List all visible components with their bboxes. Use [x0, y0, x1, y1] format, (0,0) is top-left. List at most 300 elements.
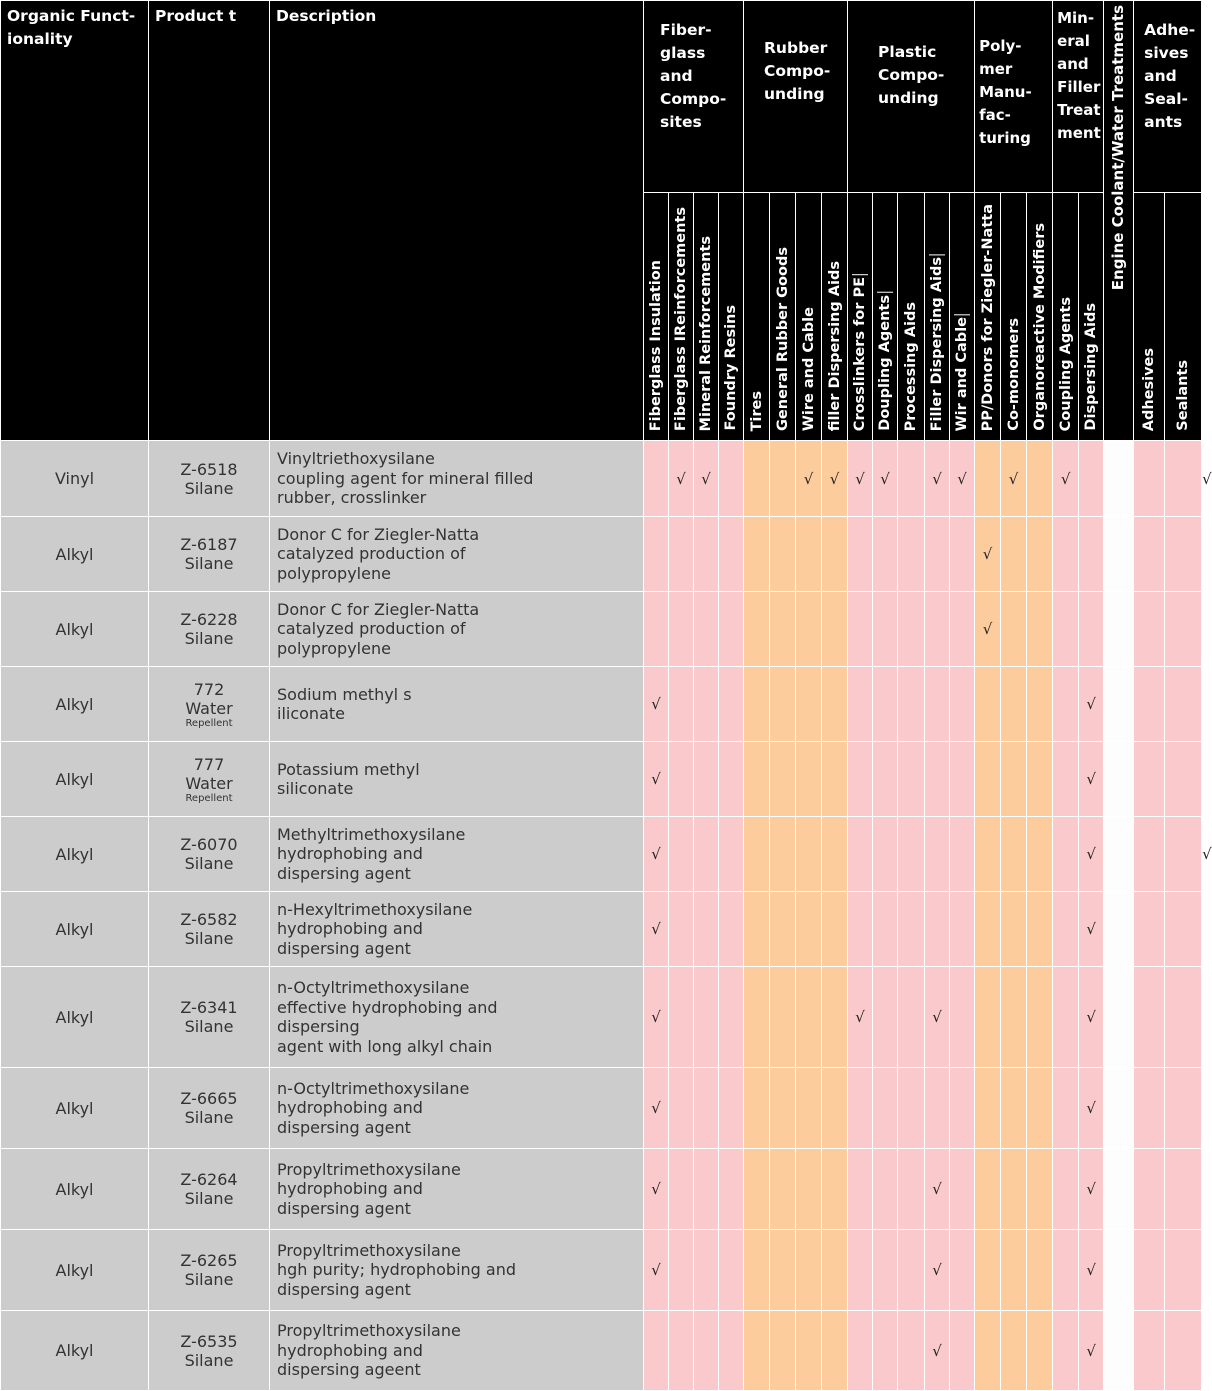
application-cell: [1001, 817, 1027, 892]
application-cell: [1053, 742, 1079, 817]
application-cell: [669, 967, 694, 1068]
description-cell: [270, 1068, 644, 1149]
description-cell: [270, 1311, 644, 1391]
application-cell: [1079, 892, 1104, 967]
application-cell: [925, 1068, 950, 1149]
check-mark: √: [855, 1008, 865, 1026]
table-row: [1, 592, 1202, 667]
check-mark: √: [1060, 469, 1071, 488]
application-cell: [1165, 667, 1202, 742]
check-mark: √: [701, 469, 711, 488]
application-cell: [644, 742, 669, 817]
application-cell: [669, 1311, 694, 1391]
header-group-row: [1, 1, 1202, 193]
application-cell: [1079, 592, 1104, 667]
organic-functionality-cell: Alkyl: [1, 667, 149, 742]
product-note: Repellent: [185, 717, 233, 729]
application-cell: [848, 892, 873, 967]
application-cell: [925, 1230, 950, 1311]
application-cell: [1001, 1149, 1027, 1230]
check-mark: √: [1202, 469, 1212, 488]
check-mark: √: [1086, 1341, 1096, 1360]
application-cell: [975, 517, 1001, 592]
application-cell: [873, 1311, 898, 1391]
application-cell: [694, 742, 719, 817]
application-cell: [950, 592, 975, 667]
application-cell: [796, 667, 822, 742]
application-cell: [644, 892, 669, 967]
table-row: [1, 1149, 1202, 1230]
application-cell: [694, 667, 719, 742]
application-cell: [1079, 967, 1104, 1068]
description-line: Methyltrimethoxysilane: [277, 824, 466, 844]
product-header: Product t: [149, 1, 270, 441]
check-mark: √: [932, 469, 942, 488]
application-cell: [925, 742, 950, 817]
application-cell: [1053, 1311, 1079, 1391]
application-cell: [1134, 892, 1165, 967]
description-line: Propyltrimethoxysilane: [277, 1321, 461, 1341]
check-mark: √: [1086, 695, 1096, 713]
product-cell: [149, 592, 270, 667]
application-cell: [950, 517, 975, 592]
application-cell: [1165, 892, 1202, 967]
application-cell: [848, 967, 873, 1068]
application-cell: [1134, 742, 1165, 817]
application-cell: [1134, 817, 1165, 892]
application-cell: [644, 517, 669, 592]
application-cell: [975, 967, 1001, 1068]
product-type: Silane: [184, 1108, 234, 1127]
application-cell: [848, 817, 873, 892]
application-cell: [1134, 967, 1165, 1068]
application-cell: [669, 1149, 694, 1230]
application-cell: [822, 742, 848, 817]
application-cell: [770, 817, 796, 892]
application-cell: [770, 517, 796, 592]
sub-header: Foundry Resins: [719, 193, 744, 441]
application-cell: [770, 441, 796, 517]
application-cell: [950, 892, 975, 967]
application-cell: [796, 892, 822, 967]
application-cell: [1079, 742, 1104, 817]
description-cell: [270, 892, 644, 967]
application-cell: [644, 441, 669, 517]
application-cell: [1027, 1230, 1053, 1311]
description-header: Description: [270, 1, 644, 441]
check-mark: √: [1086, 770, 1096, 788]
application-cell: [925, 441, 950, 517]
table-row: [1, 967, 1202, 1068]
description-line: dispersing agent: [277, 1198, 411, 1218]
application-cell: [822, 967, 848, 1068]
application-cell: [1053, 667, 1079, 742]
application-cell: [1053, 441, 1079, 517]
check-mark: √: [651, 1261, 661, 1279]
application-cell: [1165, 817, 1202, 892]
application-cell: [796, 1068, 822, 1149]
check-mark: √: [957, 469, 967, 488]
application-cell: [1165, 517, 1202, 592]
application-cell: [975, 817, 1001, 892]
application-cell: [694, 441, 719, 517]
sub-header: Wire and Cable: [796, 193, 822, 441]
description-cell: [270, 742, 644, 817]
sub-header: Fiberglass Insulation: [644, 193, 669, 441]
description-cell: [270, 967, 644, 1068]
check-mark: √: [855, 469, 865, 488]
application-cell: [822, 1149, 848, 1230]
description-line: Sodium methyl s: [277, 684, 412, 704]
organic-functionality-cell: Alkyl: [1, 967, 149, 1068]
description-line: Donor C for Ziegler-Natta: [277, 524, 480, 544]
application-cell: [873, 967, 898, 1068]
product-code: Z-6265: [180, 1251, 238, 1270]
product-code: 772: [193, 679, 225, 699]
application-cell: [694, 1149, 719, 1230]
application-cell: [1079, 1149, 1104, 1230]
application-cell: [694, 892, 719, 967]
application-cell: [1134, 1068, 1165, 1149]
application-cell: [822, 817, 848, 892]
check-mark: √: [676, 469, 686, 488]
application-cell: [1053, 892, 1079, 967]
application-cell: [1165, 1311, 1202, 1391]
application-cell: [975, 1149, 1001, 1230]
description-cell: [270, 817, 644, 892]
application-cell: [1079, 667, 1104, 742]
product-code: Z-6341: [180, 998, 238, 1017]
application-cell: [770, 1068, 796, 1149]
table-row: [1, 1311, 1202, 1391]
group-header-fiberglass: Fiber- glass and Compo- sites: [644, 1, 744, 193]
application-cell: [1053, 1149, 1079, 1230]
description-line: hydrophobing and: [277, 1179, 423, 1199]
application-cell: [975, 441, 1001, 517]
application-cell: [1027, 817, 1053, 892]
application-cell: [898, 892, 925, 967]
application-cell: [898, 517, 925, 592]
application-cell: [848, 1230, 873, 1311]
check-mark: √: [880, 469, 890, 488]
description-line: dispersing agent: [277, 1117, 411, 1137]
application-cell: [744, 517, 770, 592]
organic-functionality-cell: Alkyl: [1, 892, 149, 967]
application-cell: [1104, 742, 1134, 817]
application-cell: [848, 742, 873, 817]
application-cell: [796, 1149, 822, 1230]
product-type: Silane: [184, 1189, 234, 1208]
description-line: dispersing agent: [277, 1279, 411, 1299]
description-line: hydrophobing and: [277, 1340, 423, 1360]
description-cell: [270, 1230, 644, 1311]
check-mark: √: [651, 770, 661, 788]
application-cell: [925, 592, 950, 667]
sub-header: Coupling Agents: [1053, 193, 1079, 441]
check-mark: √: [803, 469, 814, 488]
application-cell: [719, 667, 744, 742]
application-cell: [1027, 1149, 1053, 1230]
product-type: Silane: [184, 629, 234, 648]
engine-coolant-header: Engine Coolant/Water Treatments: [1104, 1, 1134, 441]
description-line: Propyltrimethoxysilane: [277, 1159, 461, 1179]
application-cell: [1079, 517, 1104, 592]
application-cell: [719, 441, 744, 517]
description-cell: [270, 517, 644, 592]
application-cell: [1027, 517, 1053, 592]
application-cell: [719, 1149, 744, 1230]
check-mark: √: [1086, 1180, 1096, 1198]
application-cell: [1134, 1230, 1165, 1311]
application-cell: [1104, 441, 1134, 517]
check-mark: √: [1202, 845, 1212, 863]
group-header-adhesives: Adhe- sives and Seal- ants: [1134, 1, 1202, 193]
application-cell: [1027, 892, 1053, 967]
application-cell: [1104, 1311, 1134, 1391]
application-cell: [1001, 1068, 1027, 1149]
application-cell: [925, 817, 950, 892]
check-mark: √: [932, 1261, 942, 1279]
check-mark: √: [651, 1180, 661, 1198]
application-cell: [1079, 1068, 1104, 1149]
application-cell: [873, 517, 898, 592]
organic-functionality-cell: Alkyl: [1, 1068, 149, 1149]
application-cell: [694, 1311, 719, 1391]
sub-header: PP/Donors for Ziegler-Natta: [975, 193, 1001, 441]
application-cell: [1165, 1068, 1202, 1149]
application-cell: [898, 742, 925, 817]
application-cell: [898, 667, 925, 742]
application-cell: [744, 1230, 770, 1311]
application-cell: [770, 667, 796, 742]
group-header-polymer: Poly-mer Manu- fac- turing: [975, 1, 1053, 193]
application-cell: [744, 742, 770, 817]
application-cell: [925, 1311, 950, 1391]
product-type: Silane: [184, 854, 234, 873]
description-line: dispersing agent: [277, 938, 411, 958]
product-code: 777: [193, 754, 225, 774]
check-mark: √: [1086, 920, 1096, 938]
table-row: [1, 517, 1202, 592]
product-cell: [149, 1230, 270, 1311]
application-cell: [694, 1068, 719, 1149]
application-cell: [644, 592, 669, 667]
sub-header: Adhesives: [1134, 193, 1165, 441]
check-mark: √: [651, 1008, 661, 1026]
application-cell: [1079, 1311, 1104, 1391]
application-cell: [848, 441, 873, 517]
application-cell: [719, 517, 744, 592]
product-type: Silane: [184, 1017, 234, 1036]
application-cell: [898, 441, 925, 517]
application-cell: [925, 667, 950, 742]
application-cell: [770, 967, 796, 1068]
application-cell: [744, 667, 770, 742]
product-cell: [149, 1311, 270, 1391]
application-cell: [898, 1230, 925, 1311]
product-cell: [149, 1068, 270, 1149]
description-cell: [270, 592, 644, 667]
check-mark: √: [1086, 845, 1096, 863]
organic-functionality-header: Organic Funct- ionality: [1, 1, 149, 441]
application-cell: [1104, 1068, 1134, 1149]
product-type: Silane: [184, 554, 234, 573]
organic-functionality-cell: Alkyl: [1, 1311, 149, 1391]
application-cell: [898, 1149, 925, 1230]
application-cell: [873, 1068, 898, 1149]
check-mark: √: [651, 845, 661, 863]
check-mark: √: [1086, 1008, 1096, 1026]
application-cell: [873, 892, 898, 967]
description-line: Donor C for Ziegler-Natta: [277, 599, 480, 619]
description-line: rubber, crosslinker: [277, 488, 427, 508]
application-cell: [770, 592, 796, 667]
description-line: coupling agent for mineral filled: [277, 468, 534, 488]
check-mark: √: [982, 620, 993, 638]
application-cell: [1001, 742, 1027, 817]
application-cell: [822, 667, 848, 742]
application-cell: [694, 1230, 719, 1311]
product-cell: [149, 1149, 270, 1230]
table-row: [1, 1230, 1202, 1311]
product-cell: [149, 967, 270, 1068]
description-line: hydrophobing and: [277, 844, 423, 864]
application-cell: [822, 592, 848, 667]
application-cell: [950, 1230, 975, 1311]
application-cell: [822, 517, 848, 592]
application-cell: [1134, 517, 1165, 592]
product-type: Silane: [184, 929, 234, 948]
application-cell: [644, 1149, 669, 1230]
application-cell: [796, 1311, 822, 1391]
application-cell: [669, 667, 694, 742]
application-cell: [669, 742, 694, 817]
application-cell: [1079, 817, 1104, 892]
application-cell: [1104, 892, 1134, 967]
check-mark: √: [651, 695, 661, 713]
application-cell: [925, 1149, 950, 1230]
application-cell: [719, 892, 744, 967]
description-line: dispersing: [277, 1017, 360, 1036]
application-cell: [1104, 1230, 1134, 1311]
application-cell: [898, 592, 925, 667]
application-cell: [1001, 441, 1027, 517]
application-cell: [1053, 967, 1079, 1068]
organic-functionality-cell: Alkyl: [1, 1230, 149, 1311]
application-cell: [1104, 667, 1134, 742]
application-cell: [898, 1068, 925, 1149]
application-cell: [770, 742, 796, 817]
check-mark: √: [1086, 1099, 1096, 1117]
product-code: Z-6187: [180, 535, 238, 554]
sub-header: Fiberglass IReinforcements: [669, 193, 694, 441]
sub-header: Tires: [744, 193, 770, 441]
application-cell: [719, 742, 744, 817]
application-cell: [1027, 441, 1053, 517]
application-cell: [873, 742, 898, 817]
application-cell: [1001, 517, 1027, 592]
description-line: polypropylene: [277, 563, 391, 583]
check-mark: √: [932, 1341, 942, 1360]
description-line: hydrophobing and: [277, 1098, 423, 1118]
description-line: hgh purity; hydrophobing and: [277, 1260, 517, 1280]
product-code: Z-6665: [180, 1089, 238, 1108]
application-cell: [744, 892, 770, 967]
organic-functionality-cell: Alkyl: [1, 592, 149, 667]
sub-header: Mineral Reinforcements: [694, 193, 719, 441]
application-cell: [796, 592, 822, 667]
description-line: catalyzed production of: [277, 544, 466, 564]
application-cell: [744, 592, 770, 667]
application-cell: [950, 1068, 975, 1149]
application-cell: [744, 817, 770, 892]
description-line: siliconate: [277, 779, 354, 798]
application-cell: [1001, 592, 1027, 667]
application-cell: [669, 592, 694, 667]
application-cell: [770, 892, 796, 967]
application-cell: [950, 817, 975, 892]
application-cell: [1104, 517, 1134, 592]
application-cell: [796, 742, 822, 817]
application-cell: [1104, 592, 1134, 667]
application-cell: [744, 1068, 770, 1149]
application-cell: [950, 967, 975, 1068]
application-cell: [822, 892, 848, 967]
application-cell: [1104, 817, 1134, 892]
application-cell: [822, 441, 848, 517]
description-line: agent with long alkyl chain: [277, 1036, 493, 1056]
table-row: [1, 892, 1202, 967]
table-row: [1, 1068, 1202, 1149]
application-cell: [898, 817, 925, 892]
description-line: catalyzed production of: [277, 619, 466, 639]
application-cell: [770, 1230, 796, 1311]
sub-header: Wir and Cable: [950, 193, 975, 441]
application-cell: [669, 817, 694, 892]
application-cell: [975, 1068, 1001, 1149]
application-cell: [1001, 1311, 1027, 1391]
product-cell: [149, 742, 270, 817]
product-code: Z-6582: [180, 910, 238, 929]
application-cell: [1134, 1311, 1165, 1391]
application-cell: [822, 1230, 848, 1311]
application-cell: [796, 1230, 822, 1311]
application-cell: [1134, 592, 1165, 667]
sub-header: Filler Dispersing Aids: [925, 193, 950, 441]
application-cell: [898, 1311, 925, 1391]
description-line: Vinyltriethoxysilane: [277, 449, 435, 469]
table-row: [1, 667, 1202, 742]
description-line: dispersing ageent: [277, 1360, 421, 1380]
application-cell: [1027, 1311, 1053, 1391]
product-type: Silane: [184, 1270, 234, 1289]
application-cell: [669, 1068, 694, 1149]
application-cell: [848, 667, 873, 742]
description-line: hydrophobing and: [277, 919, 423, 939]
description-line: dispersing agent: [277, 863, 411, 883]
application-cell: [644, 817, 669, 892]
check-mark: √: [1008, 469, 1019, 488]
organic-functionality-cell: Alkyl: [1, 1149, 149, 1230]
application-cell: [950, 1149, 975, 1230]
description-line: n-Octyltrimethoxysilane: [277, 978, 470, 997]
application-cell: [719, 1068, 744, 1149]
group-header-rubber: Rubber Compo- unding: [744, 1, 848, 193]
application-cell: [873, 1230, 898, 1311]
application-cell: [669, 441, 694, 517]
description-line: effective hydrophobing and: [277, 997, 498, 1017]
description-line: n-Hexyltrimethoxysilane: [277, 899, 473, 919]
